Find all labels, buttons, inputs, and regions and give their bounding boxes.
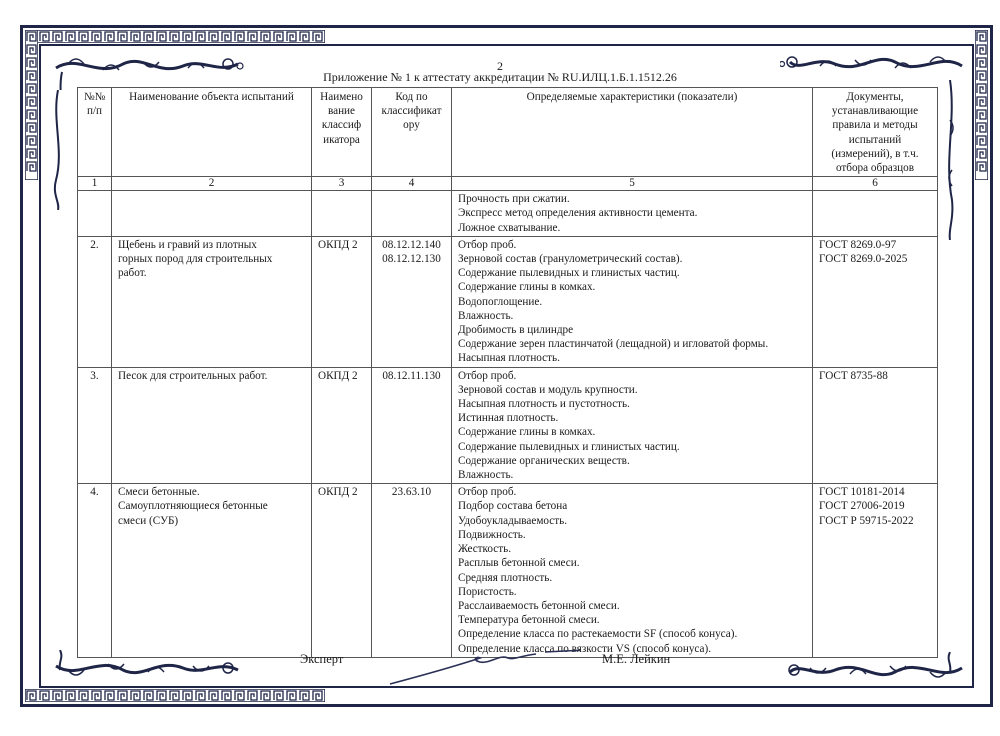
characteristic-item: Расплыв бетонной смеси.: [458, 557, 580, 570]
header-classifier-name: [312, 88, 372, 177]
characteristic-item: Отбор проб.: [458, 238, 517, 251]
object-name-cell: [112, 191, 312, 237]
object-name-line: Смеси бетонные.: [118, 486, 200, 499]
characteristic-item: Влажность.: [458, 469, 514, 482]
header-text-line: икатора: [323, 133, 360, 146]
header-text-line: Код по: [395, 91, 428, 103]
object-name-line: смеси (СУБ): [118, 514, 179, 527]
item-number-cell: 4.: [78, 484, 112, 657]
header-text-line: ору: [403, 119, 420, 132]
characteristic-item: Содержание глины в комках.: [458, 281, 596, 294]
accreditation-scope-table: [77, 87, 938, 658]
header-documents: [813, 88, 938, 177]
vine-ornament-right-icon: [940, 80, 960, 240]
object-name-line: Щебень и гравий из плотных: [118, 238, 257, 251]
characteristic-item: Отбор проб.: [458, 369, 517, 382]
characteristic-item: Жесткость.: [458, 543, 512, 556]
characteristic-item: Насыпная плотность.: [458, 352, 560, 365]
item-number-cell: 2.: [78, 236, 112, 367]
column-number-row: [78, 177, 938, 191]
characteristics-cell: [452, 367, 813, 484]
object-name-cell: [112, 236, 312, 367]
characteristics-cell: [452, 236, 813, 367]
characteristic-item: Расслаиваемость бетонной смеси.: [458, 599, 620, 612]
characteristic-item: Содержание зерен пластинчатой (лещадной) и игловатой формы.: [458, 338, 769, 351]
table-header-row: [78, 88, 938, 177]
characteristic-item: Отбор проб.: [458, 486, 517, 499]
page-number: 2: [497, 59, 503, 73]
handwritten-signature-icon: [380, 640, 580, 690]
characteristic-item: Насыпная плотность и пустотность.: [458, 398, 630, 411]
documents-cell: [813, 367, 938, 484]
object-name-line: Самоуплотняющиеся бетонные: [118, 500, 268, 513]
classifier-code: 08.12.11.130: [382, 369, 441, 382]
table-row: [78, 367, 938, 484]
header-text-line: Определяемые характеристики (показатели): [526, 91, 738, 103]
characteristic-item: Определение класса по вязкости VS (способ конуса).: [458, 642, 712, 655]
characteristic-item: Истинная плотность.: [458, 412, 559, 425]
classifier-code: 08.12.12.130: [382, 253, 441, 266]
item-number-cell: [78, 191, 112, 237]
classifier-cell: ОКПД 2: [312, 367, 372, 484]
header-text-line: Документы,: [846, 91, 904, 103]
object-name-line: работ.: [118, 267, 147, 280]
meander-border-bottom-icon: [25, 689, 325, 702]
documents-cell: [813, 484, 938, 657]
classifier-code: 08.12.12.140: [382, 238, 441, 251]
header-item-number: [78, 88, 112, 177]
column-number: 1: [78, 177, 112, 191]
classifier-cell: ОКПД 2: [312, 484, 372, 657]
header-classifier-code: [372, 88, 452, 177]
classifier-code: 23.63.10: [391, 486, 432, 499]
characteristic-item: Содержание органических веществ.: [458, 454, 630, 467]
meander-border-left-icon: [25, 30, 38, 180]
header-text-line: отбора образцов: [835, 162, 915, 175]
characteristic-item: Содержание пылевидных и глинистых частиц.: [458, 440, 680, 453]
characteristic-item: Подвижность.: [458, 528, 526, 541]
classifier-cell: [312, 191, 372, 237]
characteristic-item: Определение класса по растекаемости SF (способ конуса).: [458, 628, 738, 641]
table-row: [78, 191, 938, 237]
characteristic-item: Экспресс метод определения активности цемента.: [458, 207, 698, 220]
standard-document: ГОСТ Р 59715-2022: [819, 514, 914, 527]
characteristic-item: Содержание пылевидных и глинистых частиц.: [458, 267, 680, 280]
documents-cell: [813, 236, 938, 367]
meander-border-right-icon: [975, 30, 988, 180]
appendix-title: Приложение № 1 к аттестату аккредитации № RU.ИЛЦ.1.Б.1.1512.26: [323, 70, 677, 84]
header-characteristics: [452, 88, 813, 177]
header-text-line: №№: [84, 91, 106, 103]
object-name-line: Песок для строительных работ.: [118, 369, 268, 382]
standard-document: ГОСТ 27006-2019: [819, 500, 905, 513]
vine-ornament-left-icon: [48, 90, 68, 210]
signature-role-label: Эксперт: [300, 652, 344, 666]
classifier-code-cell: [372, 367, 452, 484]
classifier-code-cell: [372, 484, 452, 657]
column-number: 4: [372, 177, 452, 191]
column-number: 3: [312, 177, 372, 191]
characteristic-item: Средняя плотность.: [458, 571, 553, 584]
object-name-cell: [112, 484, 312, 657]
characteristic-item: Зерновой состав (гранулометрический состав).: [458, 253, 683, 266]
characteristics-cell: [452, 484, 813, 657]
characteristic-item: Зерновой состав и модуль крупности.: [458, 383, 638, 396]
expert-name: М.Е. Лейкин: [602, 652, 671, 666]
column-number: 2: [112, 177, 312, 191]
header-text-line: классификат: [381, 105, 442, 118]
characteristics-cell: [452, 191, 813, 237]
meander-border-top-icon: [25, 30, 325, 43]
header-object-name: [112, 88, 312, 177]
item-number-cell: 3.: [78, 367, 112, 484]
standard-document: ГОСТ 8269.0-97: [819, 238, 897, 251]
object-name-line: горных пород для строительных: [118, 253, 273, 266]
characteristic-item: Ложное схватывание.: [458, 221, 561, 234]
standard-document: ГОСТ 10181-2014: [819, 486, 905, 499]
header-text-line: Наимено: [320, 91, 363, 103]
table-row: [78, 236, 938, 367]
object-name-cell: [112, 367, 312, 484]
header-text-line: вание: [327, 105, 356, 118]
column-number: 6: [813, 177, 938, 191]
standard-document: ГОСТ 8735-88: [819, 369, 888, 382]
column-number: 5: [452, 177, 813, 191]
header-text-line: классиф: [321, 119, 362, 132]
characteristic-item: Влажность.: [458, 309, 514, 322]
table-row: [78, 484, 938, 657]
characteristic-item: Прочность при сжатии.: [458, 193, 570, 206]
header-text-line: п/п: [86, 105, 103, 118]
classifier-code-cell: [372, 236, 452, 367]
characteristic-item: Содержание глины в комках.: [458, 426, 596, 439]
characteristic-item: Подбор состава бетона: [458, 500, 568, 513]
header-text-line: (измерений), в т.ч.: [831, 147, 919, 160]
characteristic-item: Водопоглощение.: [458, 295, 543, 308]
header-text-line: испытаний: [848, 133, 902, 146]
classifier-code-cell: [372, 191, 452, 237]
characteristic-item: Дробимость в цилиндре: [458, 324, 574, 337]
header-text-line: правила и методы: [832, 119, 918, 132]
characteristic-item: Пористость.: [458, 585, 517, 598]
documents-cell: [813, 191, 938, 237]
characteristic-item: Температура бетонной смеси.: [458, 614, 600, 627]
header-text-line: устанавливающие: [831, 105, 919, 118]
classifier-cell: ОКПД 2: [312, 236, 372, 367]
characteristic-item: Удобоукладываемость.: [458, 514, 568, 527]
header-text-line: Наименование объекта испытаний: [129, 91, 294, 103]
standard-document: ГОСТ 8269.0-2025: [819, 253, 908, 266]
